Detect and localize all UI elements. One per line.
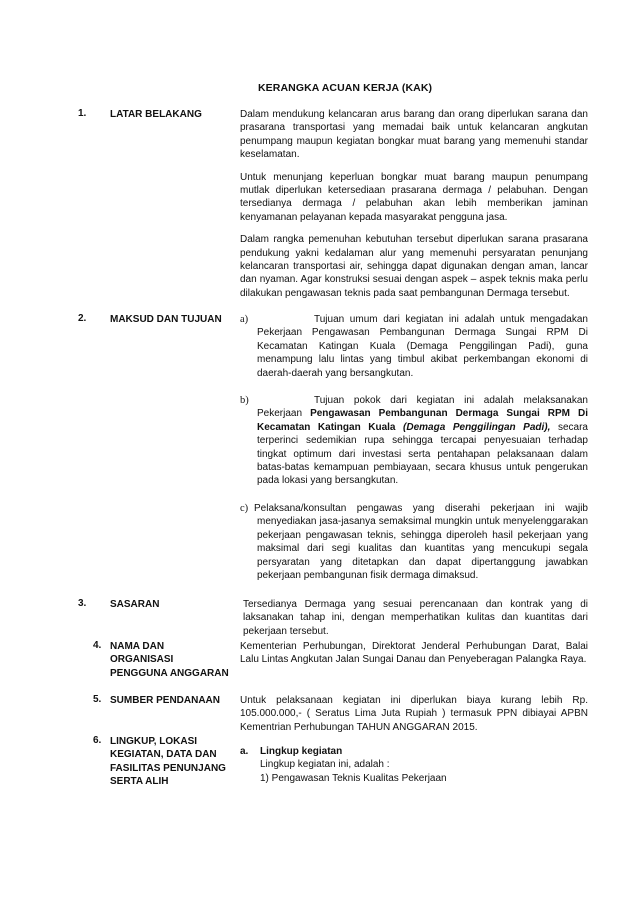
list-item-first-line: Tujuan umum dari kegiatan ini adalah untuk mengadakan <box>314 314 588 325</box>
list-item-body: menyediakan jasa-jasanya semaksimal mungkin untuk menyelenggarakan pekerjaan pengawasan teknis, sehingga diperoleh hasil pekerjaan yang maksimal dari segi kualitas dan kuantitas yang mencukupi segala persyaratan yang ditetapkan dan dapat dipertanggung jawabkan pekerjaan pembangunan fisik dermaga dimaksud. <box>257 516 588 581</box>
paragraph: Tersedianya Dermaga yang sesuai perencanaan dan kontrak yang di laksanakan tahap ini, dengan memperhatikan kulitas dan kuantitas dari pekerjaan tersebut. <box>243 599 588 637</box>
sub-item-intro: Lingkup kegiatan ini, adalah : <box>260 759 390 771</box>
list-item-c <box>240 502 588 582</box>
text-run-bold-italic: (Demaga Penggilingan Padi), <box>403 421 551 433</box>
list-marker: a. <box>240 746 249 757</box>
section-number: 6. <box>93 735 102 746</box>
text-run: Pekerjaan <box>257 408 311 420</box>
section-label: SASARAN <box>110 599 160 610</box>
list-item-body: Pekerjaan Pengawasan Pembangunan Dermaga Sungai RPM Di Kecamatan Katingan Kuala (Demaga Penggilingan Padi), guna menampung lalu lintas yang timbul akibat perkembangan ekonomi di daerah-daerah yang bersangkutan. <box>257 327 588 379</box>
section-label: MAKSUD DAN TUJUAN <box>110 314 222 325</box>
section-label: LINGKUP, LOKASI KEGIATAN, DATA DAN FASILITAS PENUNJANG SERTA ALIH <box>110 736 226 788</box>
section-content <box>240 694 588 734</box>
list-marker: c) <box>240 502 249 514</box>
list-marker: a) <box>240 314 249 325</box>
section-number: 3. <box>78 598 87 609</box>
sub-item-heading: Lingkup kegiatan <box>260 746 343 757</box>
list-item-b <box>240 394 588 488</box>
section-content <box>240 108 588 300</box>
list-item-body <box>240 407 588 487</box>
sub-item-a <box>240 745 588 785</box>
section-number: 2. <box>78 313 87 324</box>
section-content <box>240 640 588 667</box>
paragraph: Kementerian Perhubungan, Direktorat Jenderal Perhubungan Darat, Balai Lalu Lintas Angkutan Jalan Sungai Danau dan Penyeberagan Palangka Raya. <box>240 641 588 666</box>
section-content <box>243 598 588 638</box>
sub-item-list-entry: 1) Pengawasan Teknis Kualitas Pekerjaan <box>260 772 447 784</box>
paragraph: Dalam rangka pemenuhan kebutuhan tersebut diperlukan sarana prasarana pendukung yakni kedalaman alur yang memenuhi persyaratan penunjang kelancaran transportasi air, sehingga dapat digunakan dengan aman, lancar dan nyaman. Agar konstruksi sesuai dengan aspek – aspek teknis maka perlu dilakukan pengawasan teknis pada saat pembangunan Dermaga tersebut. <box>240 234 588 299</box>
section-number: 5. <box>93 694 102 705</box>
list-marker: b) <box>240 395 249 407</box>
text-run: secara terperinci sedemikian rupa sehingga tercapai penyesuaian terhadap tingkat optimum dari investasi serta pentahapan pelaksanaan dalam batas-batas kemampuan pembiayaan, secara khusus untuk pengerukan pada lokasi yang bersangkutan. <box>257 421 588 487</box>
paragraph: Dalam mendukung kelancaran arus barang dan orang diperlukan sarana dan prasarana transportasi yang memadai baik untuk kelancaran angkutan penumpang maupun kegiatan bongkar muat barang yang memenuhi standar keselamatan. <box>240 109 588 161</box>
section-number: 1. <box>78 108 87 119</box>
section-content <box>240 313 588 592</box>
list-item-first-line: Tujuan pokok dari kegiatan ini adalah melaksanakan <box>314 395 588 407</box>
section-content <box>240 745 588 785</box>
text-run-bold: Pengawasan Pembangunan Dermaga Sungai RPM Di Kecamatan Katingan Kuala <box>257 408 588 433</box>
paragraph: Untuk menunjang keperluan bongkar muat barang maupun penumpang mutlak diperlukan ketersediaan prasarana dermaga / pelabuhan. Dengan tersedianya dermaga / pelabuhan akan lebih memberikan jaminan kenyamanan pelayanan kepada masyarakat pengguna jasa. <box>240 171 588 223</box>
section-label: SUMBER PENDANAAN <box>110 695 221 706</box>
paragraph: Untuk pelaksanaan kegiatan ini diperlukan biaya kurang lebih Rp. 105.000.000,- ( Seratus Lima Juta Rupiah ) termasuk PPN dibiayai APBN Kementrian Perhubungan TAHUN ANGGARAN 2015. <box>240 695 588 733</box>
list-item-first-line: Pelaksana/konsultan pengawas yang diserahi pekerjaan ini wajib <box>254 502 588 514</box>
section-label: NAMA DAN ORGANISASI PENGGUNA ANGGARAN <box>110 641 229 679</box>
list-item-a <box>240 313 588 380</box>
document-title: KERANGKA ACUAN KERJA (KAK) <box>258 82 433 94</box>
section-number: 4. <box>93 640 102 651</box>
section-label: LATAR BELAKANG <box>110 109 202 120</box>
